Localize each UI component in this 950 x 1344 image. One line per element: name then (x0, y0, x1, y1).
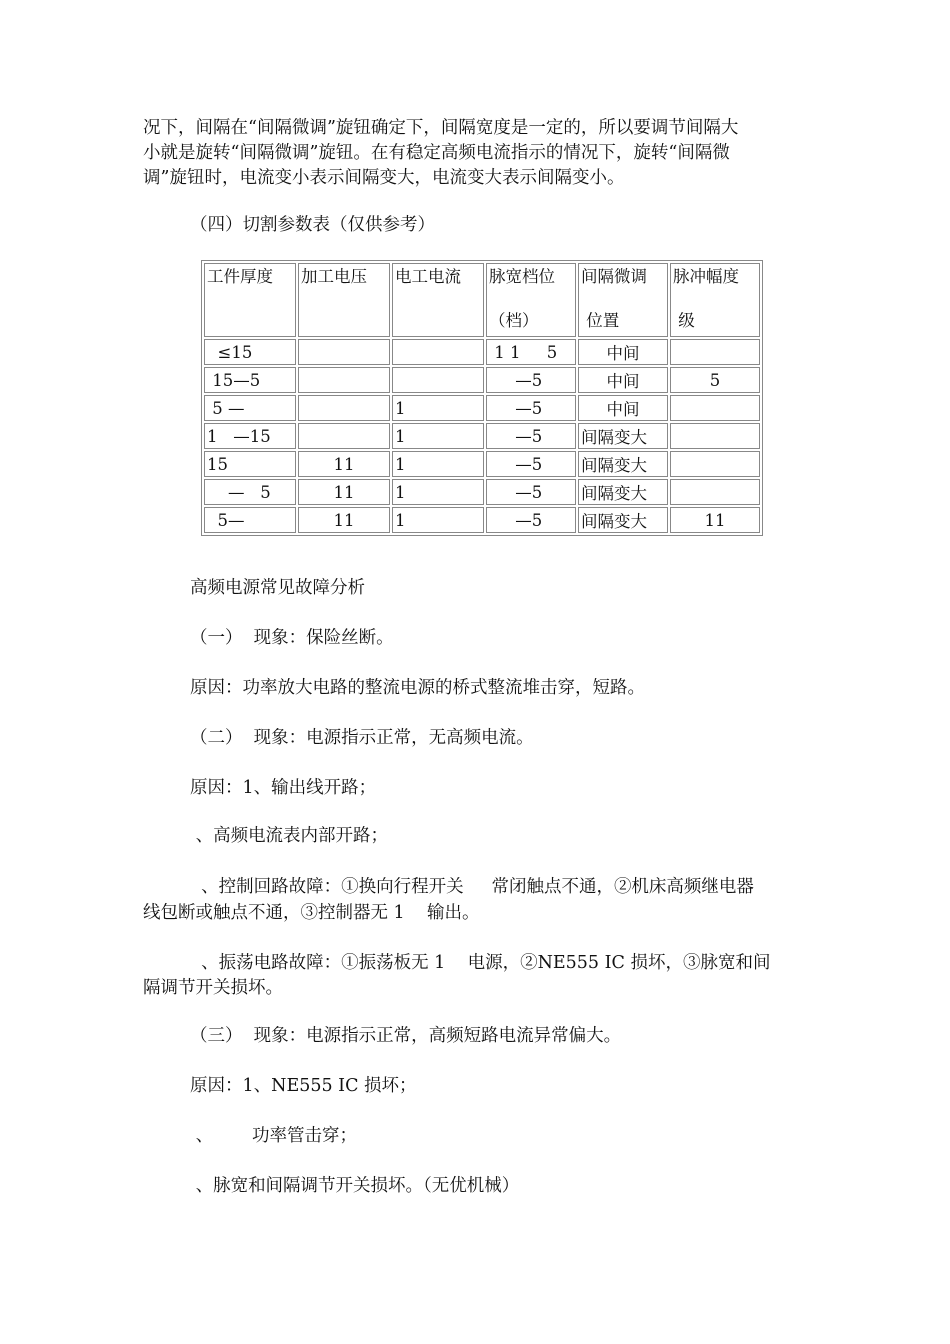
fault-2-symptom: （二） 现象：电源指示正常，无高频电流。 (190, 728, 534, 748)
table-cell: ≤15 (204, 339, 296, 365)
table-cell (670, 479, 760, 505)
table-cell: 中间 (578, 395, 668, 421)
table-cell (298, 367, 390, 393)
table-cell: 11 (670, 507, 760, 533)
header-cell: 工件厚度 (204, 263, 296, 337)
table-row (204, 451, 760, 477)
table-cell: 1 (392, 395, 484, 421)
table-cell: 间隔变大 (578, 507, 668, 533)
table-cell: —5 (486, 423, 576, 449)
table-cell: —5 (486, 367, 576, 393)
table-cell: 间隔变大 (578, 423, 668, 449)
table-row (204, 507, 760, 533)
table-cell: 间隔变大 (578, 451, 668, 477)
table-cell (392, 367, 484, 393)
fault-2-cause-1: 原因：1、输出线开路； (190, 778, 377, 798)
table-cell: 11 (298, 507, 390, 533)
table-title: （四）切割参数表（仅供参考） (190, 215, 435, 235)
table-cell (392, 339, 484, 365)
header-cell: 间隔微调 位置 (578, 263, 668, 337)
table-cell (670, 395, 760, 421)
table-cell: —5 (486, 451, 576, 477)
table-cell: 1 (392, 507, 484, 533)
fault-2-cause-2: 、高频电流表内部开路； (190, 826, 389, 846)
table-cell (670, 423, 760, 449)
header-cell: 脉宽档位 （档） (486, 263, 576, 337)
table-cell (298, 423, 390, 449)
fault-2-cause-4: 、振荡电路故障：①振荡板无 1 电源，②NE555 IC 损坏，③脉宽和间 (190, 953, 771, 973)
table-cell: — 5 (204, 479, 296, 505)
intro-line-1: 况下，间隔在“间隔微调”旋钮确定下，间隔宽度是一定的，所以要调节间隔大 (143, 118, 739, 138)
fault-3-cause-1: 原因：1、NE555 IC 损坏； (190, 1076, 417, 1096)
table-cell: 中间 (578, 339, 668, 365)
fault-3-symptom: （三） 现象：电源指示正常，高频短路电流异常偏大。 (190, 1026, 622, 1046)
table-cell: 1 —15 (204, 423, 296, 449)
fault-3-cause-3: 、脉宽和间隔调节开关损坏。（无优机械） (190, 1176, 520, 1196)
table-cell: 1 1 5 (486, 339, 576, 365)
table-cell: 1 (392, 451, 484, 477)
table-cell: 15 (204, 451, 296, 477)
table-cell: —5 (486, 479, 576, 505)
fault-2-cause-4-cont: 隔调节开关损坏。 (143, 978, 283, 998)
table-cell: 间隔变大 (578, 479, 668, 505)
table-cell (670, 451, 760, 477)
fault-1-symptom: （一） 现象：保险丝断。 (190, 628, 394, 648)
table-cell (670, 339, 760, 365)
table-cell: —5 (486, 507, 576, 533)
parameter-table (201, 260, 763, 536)
table-cell: 15—5 (204, 367, 296, 393)
table-cell (298, 395, 390, 421)
table-cell: —5 (486, 395, 576, 421)
table-cell: 5 (670, 367, 760, 393)
fault-2-cause-3: 、控制回路故障：①换向行程开关 常闭触点不通，②机床高频继电器 (190, 877, 754, 897)
fault-3-cause-2: 、 功率管击穿； (190, 1126, 358, 1146)
table-cell: 5 — (204, 395, 296, 421)
fault-2-cause-3-cont: 线包断或触点不通，③控制器无 1 输出。 (143, 903, 480, 923)
intro-line-2: 小就是旋转“间隔微调”旋钮。在有稳定高频电流指示的情况下，旋转“间隔微 (143, 143, 730, 163)
table-cell: 11 (298, 479, 390, 505)
table-cell: 1 (392, 479, 484, 505)
table-row (204, 339, 760, 365)
table-cell: 11 (298, 451, 390, 477)
intro-line-3: 调”旋钮时，电流变小表示间隔变大，电流变大表示间隔变小。 (143, 168, 625, 188)
fault-1-cause: 原因：功率放大电路的整流电源的桥式整流堆击穿，短路。 (190, 678, 645, 698)
table-row (204, 395, 760, 421)
table-cell: 中间 (578, 367, 668, 393)
header-cell: 脉冲幅度 级 (670, 263, 760, 337)
table-cell (298, 339, 390, 365)
table-row (204, 479, 760, 505)
table-header-row (204, 263, 760, 337)
table-cell: 1 (392, 423, 484, 449)
header-cell: 加工电压 (298, 263, 390, 337)
section-title: 高频电源常见故障分析 (190, 578, 365, 598)
table-row (204, 423, 760, 449)
table-row (204, 367, 760, 393)
header-cell: 电工电流 (392, 263, 484, 337)
table-cell: 5— (204, 507, 296, 533)
